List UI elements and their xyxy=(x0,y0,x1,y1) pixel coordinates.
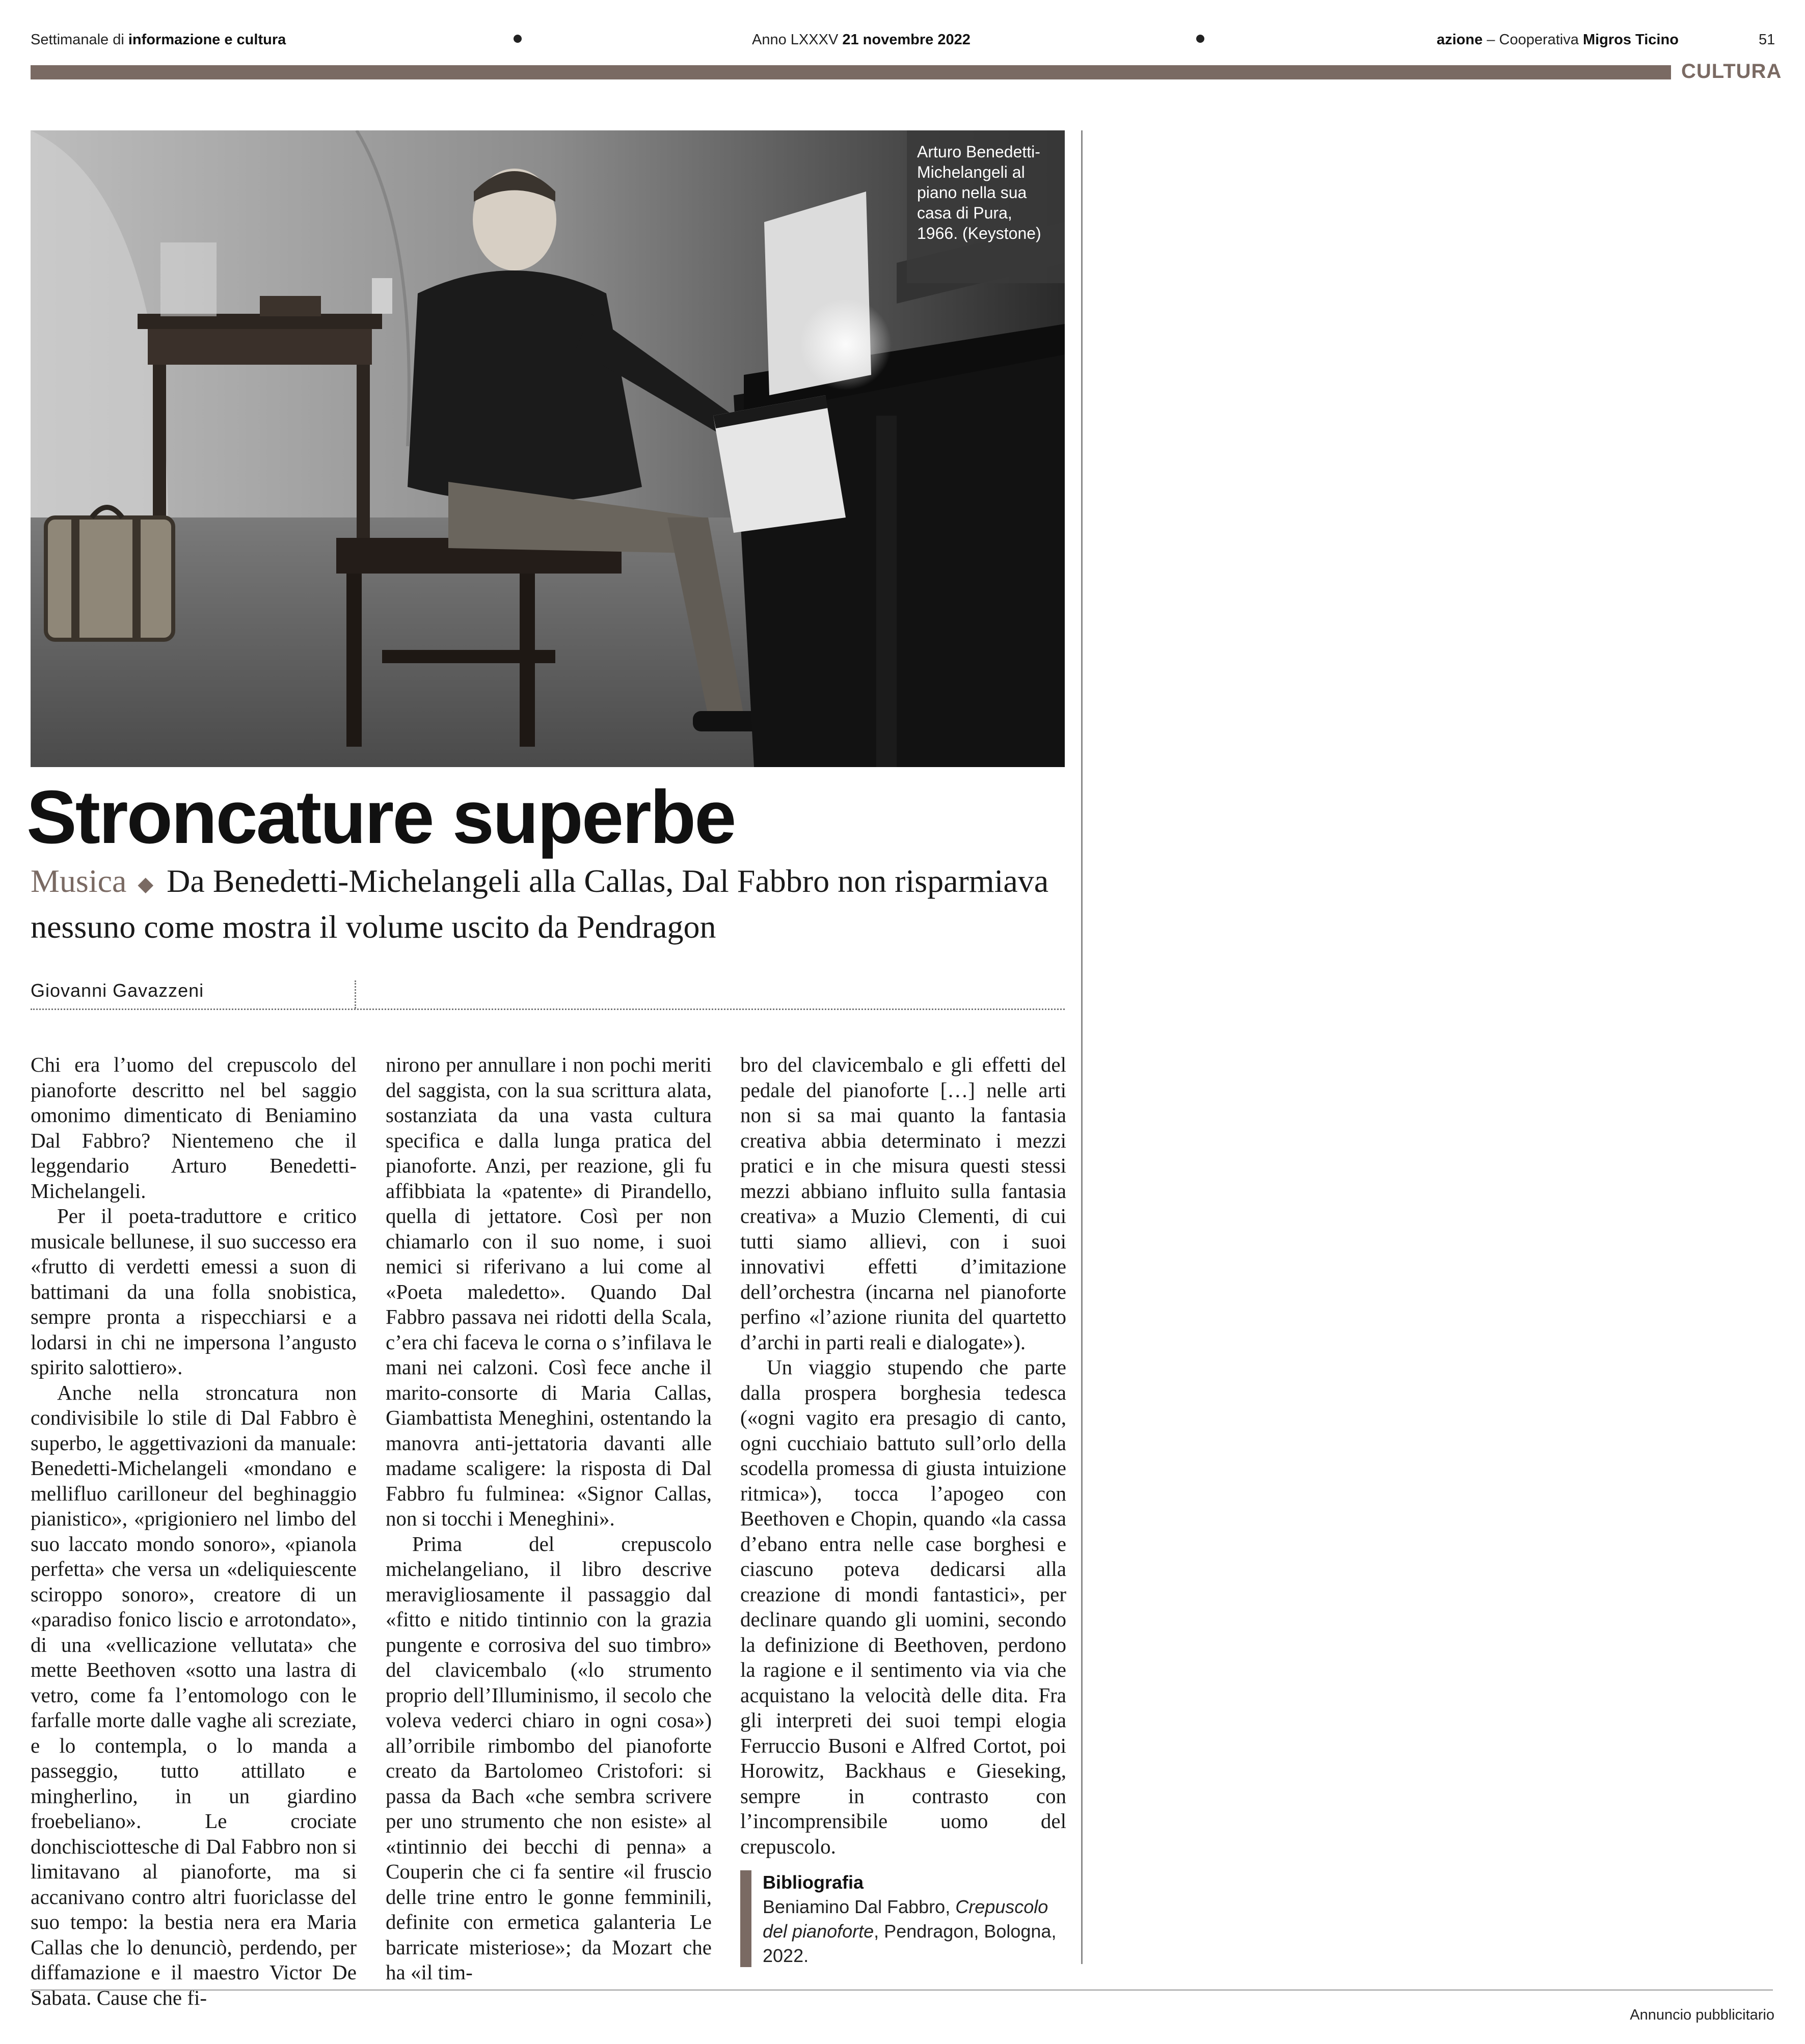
publisher-brand: Migros Ticino xyxy=(1582,32,1679,48)
diamond-separator-icon: ◆ xyxy=(138,873,154,896)
article-title: Stroncature superbe xyxy=(26,775,735,859)
publisher-info xyxy=(1437,32,1679,48)
article-column-1 xyxy=(31,1052,357,2010)
byline-separator xyxy=(355,980,356,1009)
issue-year: Anno LXXXV xyxy=(752,32,839,48)
paragraph: Chi era l’uomo del crepuscolo del pianoforte descritto nel bel saggio omonimo dimenticato di Beniamino Dal Fabbro? Nientemeno che il leggendario Arturo Benedetti-Michelangeli. xyxy=(31,1053,357,1203)
bibliography-details: , Pendragon, Bologna, 2022. xyxy=(763,1921,1057,1966)
byline-rule xyxy=(31,1009,1065,1010)
pianist-photo-illustration xyxy=(31,130,1065,767)
article-column-3 xyxy=(740,1052,1066,1859)
bibliography-book-title: Crepuscolo del pianoforte xyxy=(763,1896,1048,1942)
article-photo xyxy=(31,130,1065,767)
issue-date: 21 novembre 2022 xyxy=(842,32,971,48)
deck-text: Da Benedetti-Michelangeli alla Callas, Dal Fabbro non risparmiava nessuno come mostra il volume uscito da Pendragon xyxy=(31,863,1049,945)
paragraph: Un viaggio stupendo che parte dalla prospera borghesia tedesca («ogni vagito era presagio di canto, ogni cucchiaio battuto sull’orlo della scodella promessa di giusta intuizione ritmica»), tocca l’apogeo con Beethoven e Chopin, quando «la cassa d’ebano entra nelle case borghesi e ciascuno poteva dedicarsi alla creazione di mondi fantastici», per declinare quando gli uomini, secondo la definizione di Beethoven, perdono la ragione e il sentimento via via che acquistano la velocità delle dita. Fra gli interpreti dei suoi tempi elogia Ferruccio Busoni e Alfred Cortot, poi Horowitz, Backhaus e Gieseking, sempre in contrasto con l’incomprensibile uomo del crepuscolo. xyxy=(740,1355,1066,1858)
publication-name: azione xyxy=(1437,32,1483,48)
masthead-left xyxy=(31,32,286,48)
paragraph: Anche nella stroncatura non condivisibile lo stile di Dal Fabbro è superbo, le aggettivazioni da manuale: Benedetti-Michelangeli «mondano e mellifluo carilloneur del beghinaggio pianistico», «prigioniero nel limbo del suo laccato mondo sonoro», «pianola perfetta» che versa un «deliquiescente sciroppo sonoro», creatore di un «paradiso fonico liscio e arrotondato», di una «vellicazione vellutata» che mette Beethoven «sotto una lastra di vetro, come fa l’entomologo con le farfalle morte dalle vaghe ali screziate, e lo contempla, o lo manda a passeggio, tutto attillato e mingherlino, in un giardino froebeliano». Le crociate donchisciottesche di Dal Fabbro non si limitavano al pianoforte, ma si accanivano contro altri fuoriclasse del suo tempo: la bestia nera era Maria Callas che lo denunciò, perdendo, per diffamazione e il maestro Victor De Sabata. Cause che fi- xyxy=(31,1380,357,2009)
section-kicker: Musica xyxy=(31,863,127,899)
bibliography-accent-bar xyxy=(740,1870,751,1967)
publisher-label: – Cooperativa xyxy=(1487,32,1579,48)
footer-rule xyxy=(31,1990,1773,1991)
paragraph: Per il poeta-traduttore e critico musicale bellunese, il suo successo era «frutto di verdetti emessi a suon di battimani da una folla snobistica, sempre pronta a rispecchiarsi e a lodarsi in chi ne impersona l’angusto spirito salottiero». xyxy=(31,1204,357,1379)
bibliography-author: Beniamino Dal Fabbro, xyxy=(763,1896,951,1917)
paragraph: bro del clavicembalo e gli effetti del pedale del pianoforte […] nelle arti non si sa mai quanto la fantasia creativa abbia determinato i mezzi pratici e in che misura questi stessi mezzi abbiano influito sulla fantasia creativa» a Muzio Clementi, di cui tutti siamo allievi, con i suoi innovativi effetti d’imitazione dell’orchestra (incarna nel pianoforte perfino «l’azione riunita del quartetto d’archi in parti reali e dialogate»). xyxy=(740,1053,1066,1354)
header-dot-right xyxy=(1196,35,1204,43)
column-divider xyxy=(1081,130,1083,1964)
issue-info xyxy=(752,32,971,48)
bibliography-box xyxy=(763,1870,1073,1968)
author-byline: Giovanni Gavazzeni xyxy=(31,980,204,1001)
masthead-weekly-bold: informazione e cultura xyxy=(128,32,286,48)
advertisement-label: Annuncio pubblicitario xyxy=(1630,2007,1774,2023)
masthead-weekly-label: Settimanale di xyxy=(31,32,124,48)
bibliography-entry xyxy=(763,1895,1073,1968)
paragraph: Prima del crepuscolo michelangeliano, il libro descrive meravigliosamente il passaggio dal «fitto e nitido tintinnio con la grazia pungente e corrosiva del suo timbro» del clavicembalo («lo strumento proprio dell’Illuminismo, il secolo che voleva vederci chiaro in ogni cosa») all’orribile rimbombo del pianoforte creato da Bartolomeo Cristofori: si passa da Bach «che sembra scrivere per uno strumento che non esiste» al «tintinnio dei becchi di penna» a Couperin che ci fa sentire «il fruscio delle trine entro le gonne femminili, definite con ermetica galanteria Le barricate misteriose»; da Mozart che ha «il tim- xyxy=(386,1532,712,1984)
header-dot-left xyxy=(514,35,522,43)
article-column-2 xyxy=(386,1052,712,1985)
header-band xyxy=(31,65,1671,79)
bibliography-heading: Bibliografia xyxy=(763,1872,864,1893)
photo-caption: Arturo Benedetti-Michelangeli al piano nella sua casa di Pura, 1966. (Keystone) xyxy=(917,143,1041,242)
paragraph: nirono per annullare i non pochi meriti del saggista, con la sua scrittura alata, sostanziata da una vasta cultura specifica e dalla lunga pratica del pianoforte. Anzi, per reazione, gli fu affibbiata la «patente» di Pirandello, quella di jettatore. Così per non chiamarlo con il suo nome, i suoi nemici si riferivano a lui come al «Poeta maledetto». Quando Dal Fabbro passava nei ridotti della Scala, c’era chi faceva le corna o s’infilava le mani nei calzoni. Così fece anche il marito-consorte di Maria Callas, Giambattista Meneghini, ostentando la manovra anti-jettatoria davanti alle madame scaligere: la risposta di Dal Fabbro fu fulminea: «Signor Callas, non si tocchi i Meneghini». xyxy=(386,1053,712,1530)
article-deck xyxy=(31,860,1055,948)
page-number: 51 xyxy=(1759,32,1775,48)
section-label: CULTURA xyxy=(1681,60,1782,83)
